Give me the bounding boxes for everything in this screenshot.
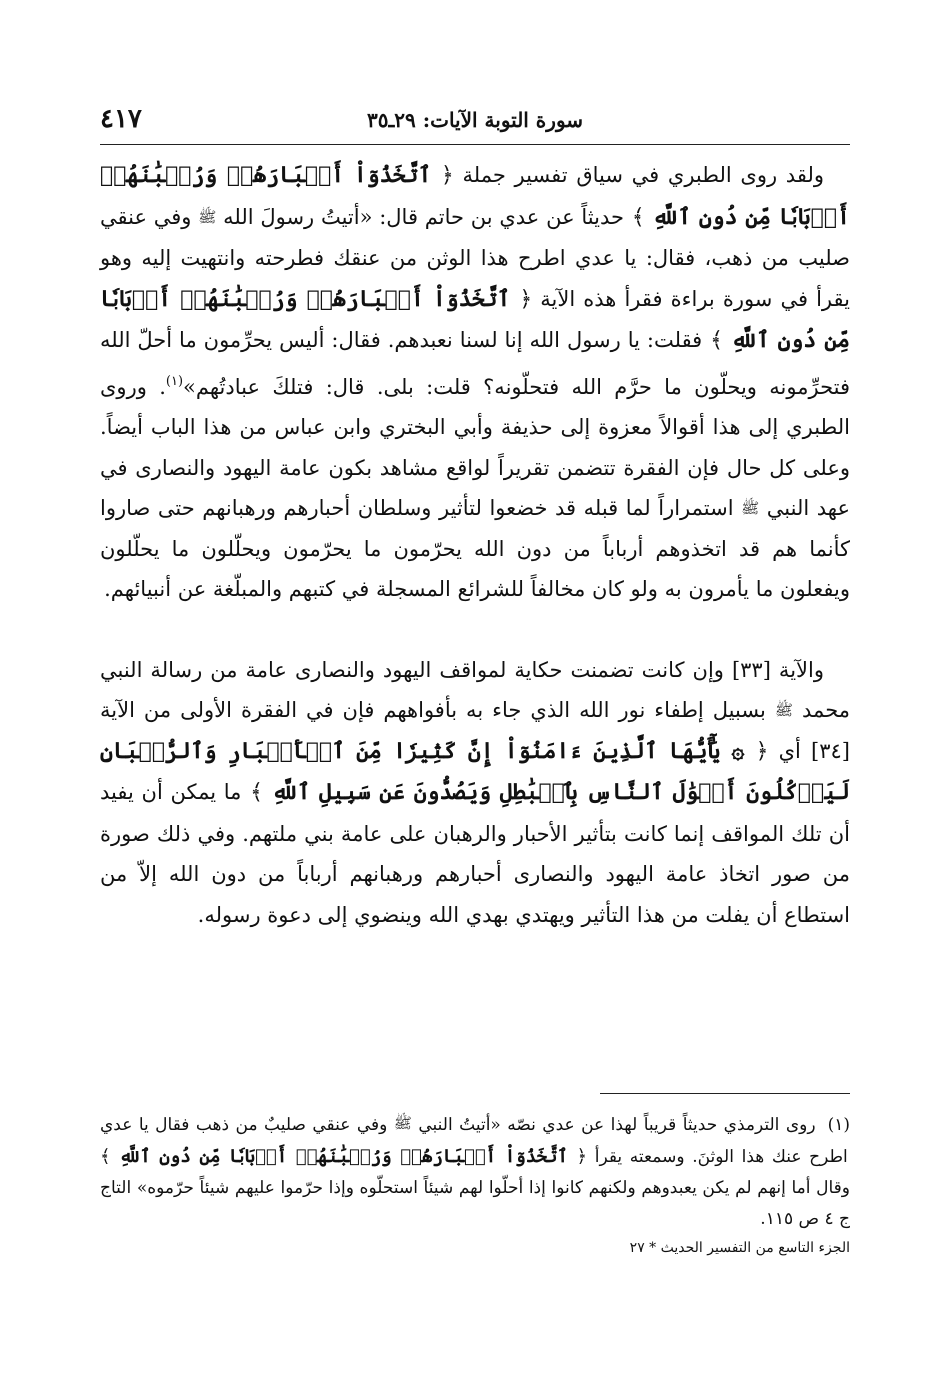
ornate-bracket-close: ﴾ — [631, 204, 645, 230]
body-text — [100, 155, 850, 935]
text-segment: استمراراً لما قبله قد خضعوا لتأثير وسلطان أحبارهم ورهبانهم حتى صاروا كأنما هم قد اتخذوهم أرباباً من دون الله يحرّمون ما يحرّمون ويحلّلون ما يحلّلون ويفعلون ما يأمرون به ولو كان مخالفاً للشرائع المسجلة في كتبهم والمبلّغة عن أنبيائهم. — [100, 496, 850, 601]
footnote-1 — [100, 1108, 850, 1235]
footnote-number: (١) — [827, 1115, 851, 1135]
text-segment: حديثاً عن عدي بن حاتم قال: «أتيتُ رسولَ الله — [223, 204, 624, 229]
honorific-symbol: ﷺ — [198, 207, 217, 226]
ornate-bracket-close: ﴾ — [250, 780, 263, 805]
ornate-bracket-open: ﴿ — [440, 163, 454, 188]
quran-quote — [100, 1146, 587, 1167]
honorific-symbol: ﷺ — [741, 499, 760, 517]
ornate-bracket-close: ﴾ — [100, 1146, 111, 1167]
text-segment: . وروى الطبري إلى هذا أقوالاً معزوة إلى حذيفة وأبي البختري وابن عباس من هذا الباب أيضاً. وعلى كل حال فإن الفقرة تتضمن تقريراً لواقع مشاهد بكون عامة اليهود والنصارى في عهد النبي — [100, 374, 850, 520]
printer-signature: الجزء التاسع من التفسير الحديث * ٢٧ — [629, 1240, 850, 1256]
text-segment: فقلت: يا رسول الله إنا لسنا نعبدهم. فقال: أليس يحرِّمون ما أحلّ الله فتحرِّمونه ويحلّون ما حرَّم الله فتحلّونه؟ قلت: بلى. قال: فتلكَ عبادتُهم» — [100, 328, 850, 399]
text-segment: وفي عنقي صليب من ذهب، فقال: يا عدي اطرح هذا الوثن من عنقك فطرحته وانتهيت إليه وهو يقرأ في سورة براءة فقرأ هذه الآية — [100, 204, 850, 311]
verse-text: ۞ يَٰٓأَيُّهَا ٱلَّذِينَ ءَامَنُوٓاْ إِنَّ كَثِيرٗا مِّنَ ٱلۡأَحۡبَارِ وَٱلرُّهۡبَانِ لَيَأۡكُلُونَ أَمۡوَٰلَ ٱلنَّاسِ بِٱلۡبَٰطِلِ وَيَصُدُّونَ عَن سَبِيلِ ٱللَّهِ — [100, 737, 850, 805]
book-page — [100, 100, 850, 1310]
footnote-reference[interactable]: (١) — [165, 373, 184, 389]
text-segment: والآية [٣٣] وإن كانت تضمنت حكاية لمواقف اليهود والنصارى عامة من رسالة النبي محمد — [100, 657, 850, 722]
verse-text: ٱتَّخَذُوٓاْ أَحۡبَارَهُمۡ وَرُهۡبَٰنَهُمۡ أَرۡبَابٗا مِّن دُونِ ٱللَّهِ — [100, 162, 850, 230]
verse-text: ٱتَّخَذُوٓاْ أَحۡبَارَهُمۡ وَرُهۡبَٰنَهُمۡ أَرۡبَابٗا مِّن دُونِ ٱللَّهِ — [100, 285, 850, 353]
paragraph-2 — [100, 650, 850, 936]
footnote-divider — [600, 1093, 850, 1094]
text-segment: ولقد روى الطبري في سياق تفسير جملة — [462, 163, 824, 187]
honorific-symbol: ﷺ — [774, 701, 794, 719]
text-segment: وفي عنقي صليبٌ من ذهب فقال يا عدي اطرح عنك هذا الوثنَ. وسمعته يقرأ — [100, 1115, 848, 1167]
ornate-bracket-open: ﴿ — [576, 1146, 588, 1167]
verse-text: ٱتَّخَذُوٓاْ أَحۡبَارَهُمۡ وَرُهۡبَٰنَهُمۡ أَرۡبَابٗا مِّن دُونِ ٱللَّهِ — [119, 1146, 568, 1167]
page-number: ٤١٧ — [100, 104, 142, 134]
ornate-bracket-close: ﴾ — [710, 328, 724, 353]
paragraph-1 — [100, 155, 850, 610]
text-segment: ما يمكن أن يفيد أن تلك المواقف إنما كانت بتأثير الأحبار والرهبان على عامة بني ملتهم. وفي ذلك صورة من صور اتخاذ عامة اليهود والنصارى أحبارهم ورهبانهم أرباباً من دون الله إلاّ من استطاع أن يفلت من هذا التأثير ويهتدي بهدي الله وينضوي إلى دعوة رسوله. — [100, 780, 850, 927]
ornate-bracket-open: ﴿ — [519, 286, 533, 312]
text-segment: روى الترمذي حديثاً قريباً لهذا عن عدي نصّه «أتيتُ النبي — [418, 1115, 816, 1135]
chapter-title: سورة التوبة الآيات: ٢٩ـ٣٥ — [366, 108, 584, 132]
text-segment: وقال أما إنهم لم يكن يعبدوهم ولكنهم كانوا إذا أحلّوا لهم شيئاً استحلّوه وإذا حرّموا عليهم شيئاً حرّموه» التاج ج ٤ ص ١١٥. — [100, 1178, 850, 1229]
text-segment: بسبيل إطفاء نور الله الذي جاء به بأفواههم فإن في الفقرة الأولى من الآية [٣٤] أي — [100, 698, 850, 763]
ornate-bracket-open: ﴿ — [755, 738, 769, 764]
honorific-symbol: ﷺ — [393, 1114, 412, 1132]
running-header — [100, 100, 850, 145]
footnotes — [100, 1108, 850, 1235]
